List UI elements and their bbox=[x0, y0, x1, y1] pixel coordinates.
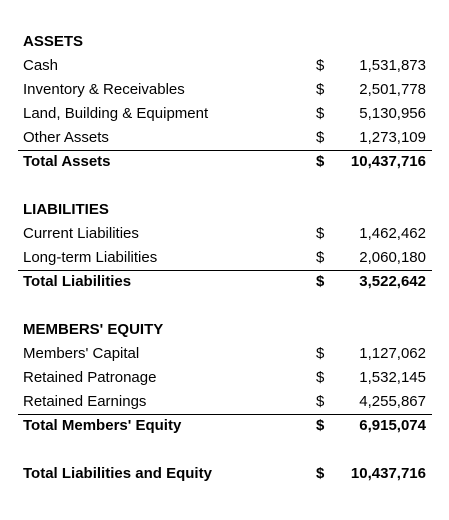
total-liabilities-amount: 3,522,642 bbox=[359, 273, 426, 290]
liability-label: Long-term Liabilities bbox=[23, 249, 158, 266]
total-assets-label: Total Assets bbox=[23, 153, 111, 170]
currency-symbol: $ bbox=[316, 273, 325, 290]
liability-amount: 2,060,180 bbox=[359, 249, 426, 266]
total-assets-amount: 10,437,716 bbox=[350, 153, 426, 170]
currency-symbol: $ bbox=[316, 129, 325, 146]
liability-row bbox=[18, 222, 432, 246]
total-equity-label: Total Members' Equity bbox=[23, 417, 182, 434]
total-liabilities-label: Total Liabilities bbox=[23, 273, 132, 290]
assets-heading: ASSETS bbox=[23, 33, 84, 50]
liability-row bbox=[18, 246, 432, 271]
asset-row bbox=[18, 78, 432, 102]
assets-heading-row bbox=[18, 30, 432, 54]
asset-amount: 1,531,873 bbox=[359, 57, 426, 74]
equity-label: Members' Capital bbox=[23, 345, 140, 362]
equity-label: Retained Earnings bbox=[23, 393, 147, 410]
currency-symbol: $ bbox=[316, 153, 325, 170]
asset-row bbox=[18, 102, 432, 126]
asset-label: Inventory & Receivables bbox=[23, 81, 185, 98]
currency-symbol: $ bbox=[316, 81, 325, 98]
asset-label: Other Assets bbox=[23, 129, 109, 146]
asset-row bbox=[18, 54, 432, 78]
equity-amount: 1,532,145 bbox=[359, 369, 426, 386]
asset-label: Land, Building & Equipment bbox=[23, 105, 209, 122]
currency-symbol: $ bbox=[316, 225, 325, 242]
currency-symbol: $ bbox=[316, 393, 325, 410]
liabilities-heading-row bbox=[18, 198, 432, 222]
equity-amount: 4,255,867 bbox=[359, 393, 426, 410]
total-liabilities-row bbox=[18, 270, 432, 294]
total-equity-row bbox=[18, 414, 432, 438]
liability-amount: 1,462,462 bbox=[359, 225, 426, 242]
currency-symbol: $ bbox=[316, 105, 325, 122]
equity-heading: MEMBERS' EQUITY bbox=[23, 321, 164, 338]
currency-symbol: $ bbox=[316, 369, 325, 386]
currency-symbol: $ bbox=[316, 465, 325, 482]
grand-total-row bbox=[18, 462, 432, 486]
equity-row bbox=[18, 366, 432, 390]
grand-total-amount: 10,437,716 bbox=[350, 465, 426, 482]
currency-symbol: $ bbox=[316, 249, 325, 266]
asset-row bbox=[18, 126, 432, 151]
asset-amount: 2,501,778 bbox=[359, 81, 426, 98]
currency-symbol: $ bbox=[316, 417, 325, 434]
currency-symbol: $ bbox=[316, 345, 325, 362]
total-assets-row bbox=[18, 150, 432, 174]
liabilities-heading: LIABILITIES bbox=[23, 201, 109, 218]
total-equity-amount: 6,915,074 bbox=[359, 417, 426, 434]
grand-total-label: Total Liabilities and Equity bbox=[23, 465, 212, 482]
currency-symbol: $ bbox=[316, 57, 325, 74]
asset-label: Cash bbox=[23, 57, 59, 74]
asset-amount: 1,273,109 bbox=[359, 129, 426, 146]
liability-label: Current Liabilities bbox=[23, 225, 139, 242]
equity-row bbox=[18, 342, 432, 366]
asset-amount: 5,130,956 bbox=[359, 105, 426, 122]
equity-row bbox=[18, 390, 432, 415]
equity-heading-row bbox=[18, 318, 432, 342]
equity-label: Retained Patronage bbox=[23, 369, 157, 386]
equity-amount: 1,127,062 bbox=[359, 345, 426, 362]
